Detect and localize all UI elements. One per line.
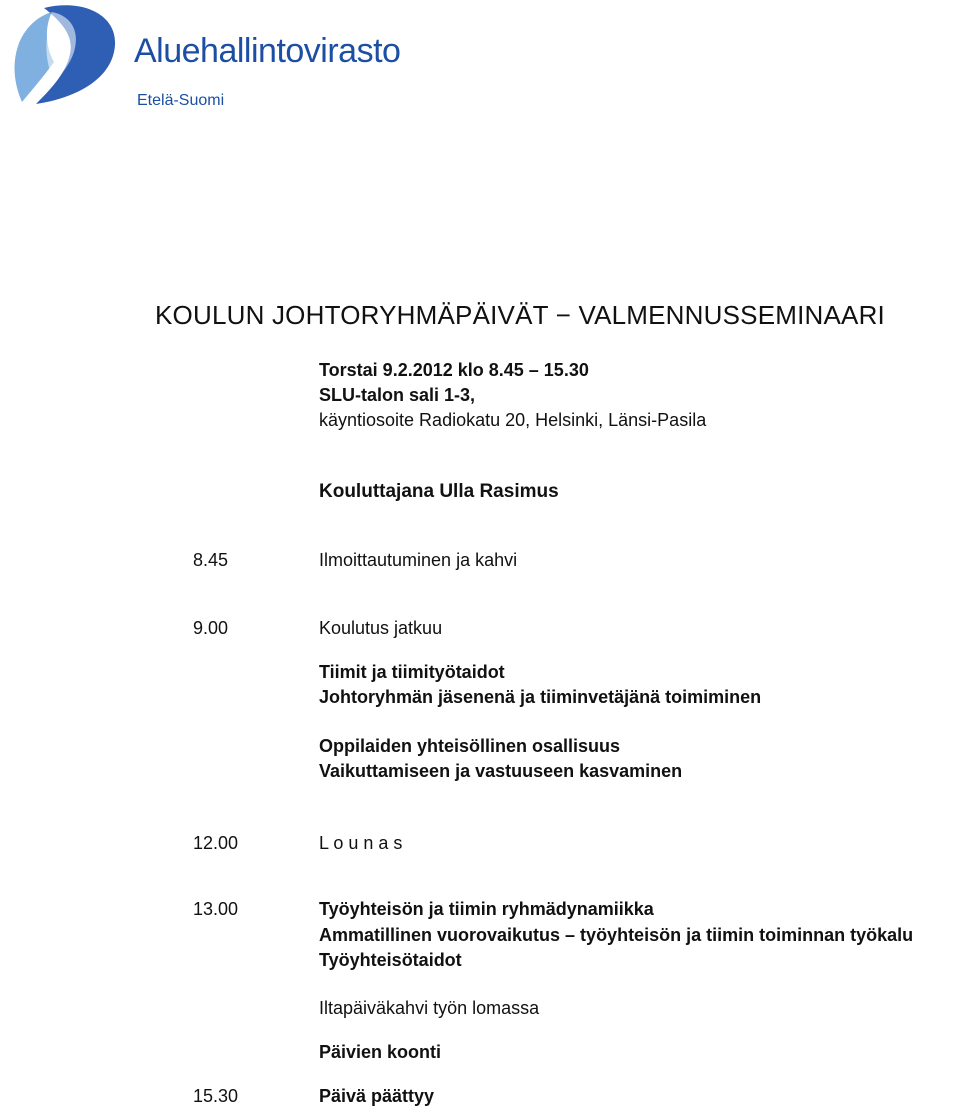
event-venue: SLU-talon sali 1-3, [319, 385, 476, 405]
schedule-topic: Työyhteisötaidot [319, 950, 462, 970]
schedule-item-3: L o u n a s [319, 833, 403, 853]
schedule-topic: Johtoryhmän jäsenenä ja tiiminvetäjänä toimiminen [319, 687, 762, 707]
event-trainer: Kouluttajana Ulla Rasimus [319, 481, 559, 502]
schedule-time-4: 13.00 [193, 899, 239, 919]
schedule-item-1: Ilmoittautuminen ja kahvi [319, 550, 518, 570]
logo-region: Etelä-Suomi [137, 92, 225, 109]
schedule-topic: Työyhteisön ja tiimin ryhmädynamiikka [319, 899, 654, 919]
schedule-break: Iltapäiväkahvi työn lomassa [319, 998, 540, 1018]
logo-emblem-icon [14, 2, 124, 112]
schedule-item-5: Päivä päättyy [319, 1086, 435, 1106]
schedule-topic: Ammatillinen vuorovaikutus – työyhteisön ja tiimin toiminnan työkalu [319, 925, 914, 945]
schedule-time-1: 8.45 [193, 550, 229, 570]
schedule-summary: Päivien koonti [319, 1042, 442, 1062]
logo [14, 2, 414, 112]
schedule-topic: Vaikuttamiseen ja vastuuseen kasvaminen [319, 761, 683, 781]
logo-name: Aluehallintovirasto [134, 32, 401, 70]
schedule-time-2: 9.00 [193, 618, 229, 638]
schedule-topic: Oppilaiden yhteisöllinen osallisuus [319, 736, 621, 756]
schedule-time-5: 15.30 [193, 1086, 239, 1106]
page-title: KOULUN JOHTORYHMÄPÄIVÄT − VALMENNUSSEMINAARI [155, 300, 885, 330]
schedule-time-3: 12.00 [193, 833, 239, 853]
event-date: Torstai 9.2.2012 klo 8.45 – 15.30 [319, 360, 589, 380]
schedule-item-2: Koulutus jatkuu [319, 618, 443, 638]
schedule-topic: Tiimit ja tiimityötaidot [319, 662, 505, 682]
event-address: käyntiosoite Radiokatu 20, Helsinki, Länsi-Pasila [319, 410, 707, 430]
